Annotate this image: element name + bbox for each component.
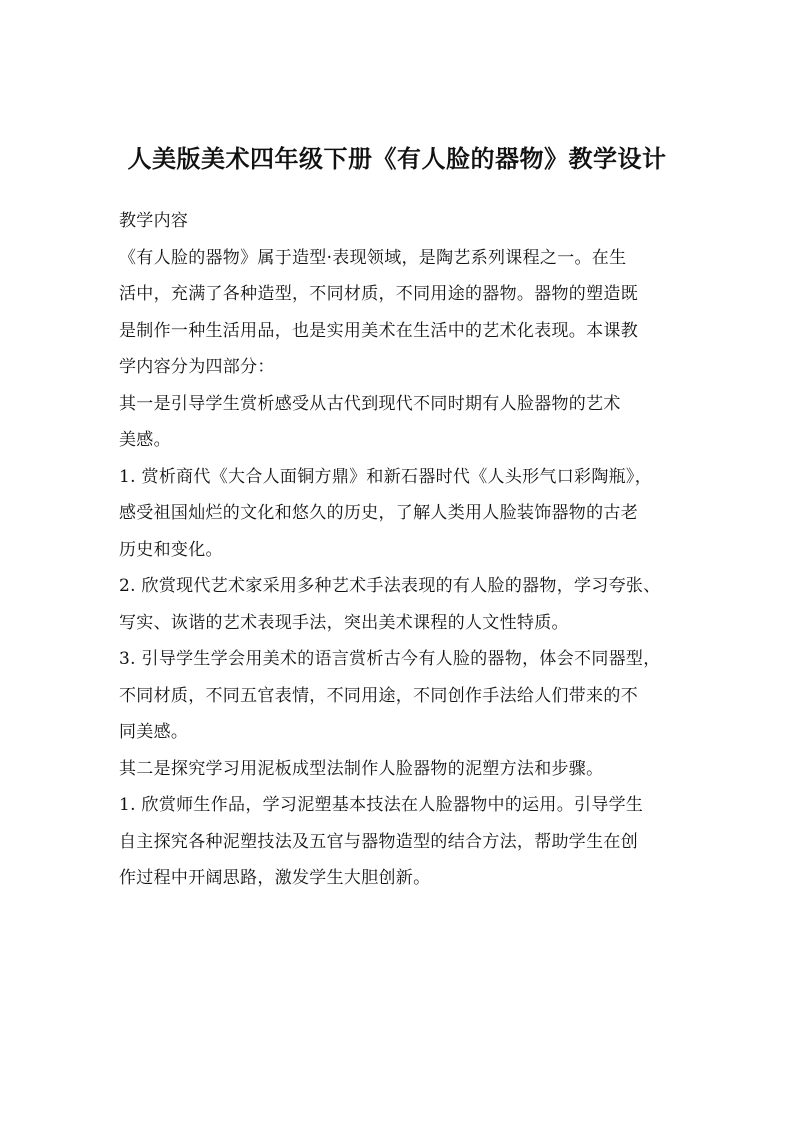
text-line: 感受祖国灿烂的文化和悠久的历史，了解人类用人脸装饰器物的古老 [119, 503, 638, 523]
document-body [119, 203, 694, 897]
text-line: 1. 欣赏师生作品，学习泥塑基本技法在人脸器物中的运用。引导学生 [119, 795, 644, 815]
text-line: 其一是引导学生赏析感受从古代到现代不同时期有人脸器物的艺术 [119, 393, 621, 414]
text-line: 1. 赏析商代《大合人面铜方鼎》和新石器时代《人头形气口彩陶瓶》， [119, 466, 653, 487]
text-line: 历史和变化。 [119, 539, 223, 560]
text-line: 写实、诙谐的艺术表现手法，突出美术课程的人文性特质。 [119, 612, 569, 633]
document-title: 人美版美术四年级下册《有人脸的器物》教学设计 [127, 145, 667, 173]
text-line: 学内容分为四部分： [119, 357, 275, 377]
text-line: 作过程中开阔思路，激发学生大胆创新。 [119, 868, 431, 888]
text-line: 是制作一种生活用品，也是实用美术在生活中的艺术化表现。本课教 [119, 320, 638, 341]
text-line: 美感。 [119, 430, 171, 450]
text-line: 2. 欣赏现代艺术家采用多种艺术手法表现的有人脸的器物，学习夸张、 [119, 576, 661, 596]
text-line: 3. 引导学生学会用美术的语言赏析古今有人脸的器物，体会不同器型， [119, 649, 661, 669]
text-line: 不同材质，不同五官表情，不同用途，不同创作手法给人们带来的不 [119, 685, 638, 706]
text-line: 自主探究各种泥塑技法及五官与器物造型的结合方法，帮助学生在创 [119, 831, 638, 852]
text-line: 《有人脸的器物》属于造型·表现领域，是陶艺系列课程之一。在生 [119, 247, 627, 268]
text-line: 其二是探究学习用泥板成型法制作人脸器物的泥塑方法和步骤。 [119, 758, 604, 779]
text-line: 活中，充满了各种造型，不同材质，不同用途的器物。器物的塑造既 [119, 284, 638, 304]
text-line: 同美感。 [119, 722, 189, 742]
section-heading: 教学内容 [119, 211, 189, 231]
